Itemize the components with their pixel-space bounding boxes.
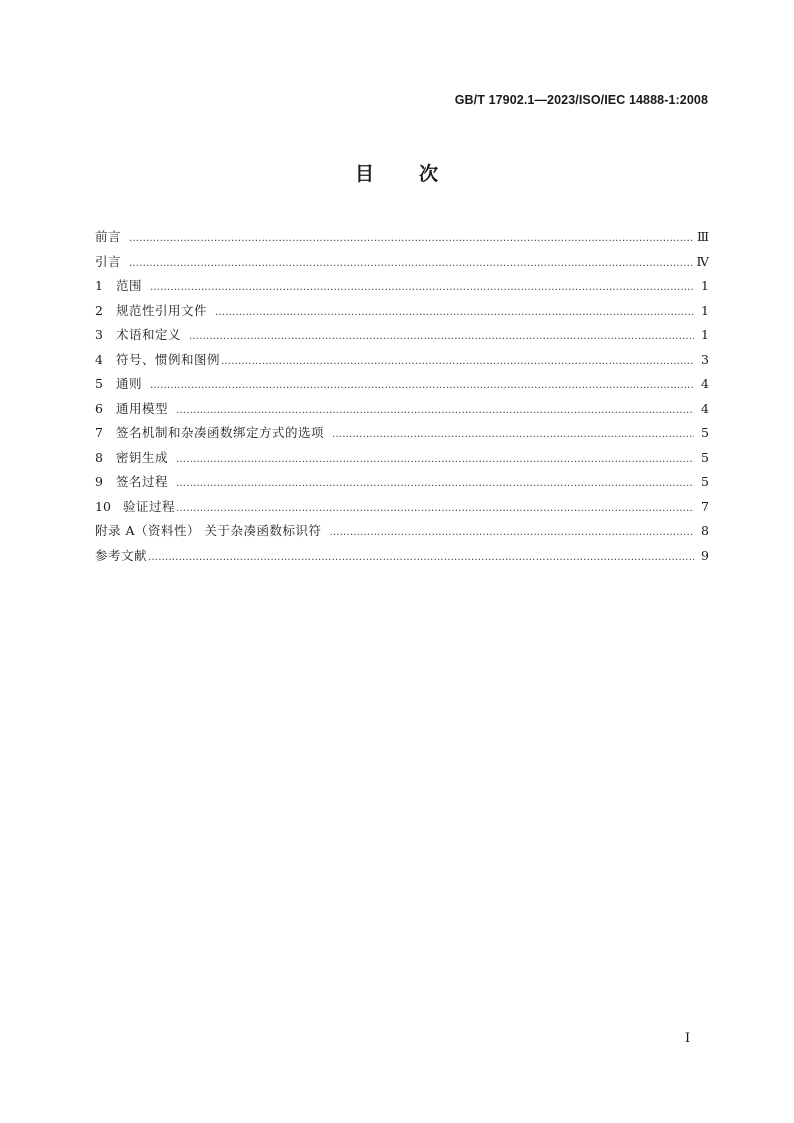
toc-number: 1 bbox=[95, 278, 103, 293]
toc-leader bbox=[150, 376, 694, 396]
toc-label: 符号、惯例和图例 bbox=[116, 351, 221, 367]
toc-leader bbox=[215, 303, 694, 323]
toc-number: 3 bbox=[95, 327, 103, 342]
toc-leader bbox=[148, 548, 694, 568]
toc-number: 2 bbox=[95, 302, 103, 318]
toc-number: 6 bbox=[95, 400, 103, 416]
toc-entry-introduction[interactable] bbox=[95, 252, 709, 277]
toc-entry-8[interactable] bbox=[95, 448, 709, 473]
toc-page-number: 3 bbox=[701, 351, 709, 367]
toc-entry-9[interactable] bbox=[95, 472, 709, 497]
toc-label: 术语和定义 bbox=[116, 327, 182, 342]
toc-page-number: 7 bbox=[701, 498, 709, 514]
toc-page-number: 5 bbox=[701, 425, 709, 440]
toc-entry-bibliography[interactable] bbox=[95, 546, 709, 571]
toc-leader bbox=[176, 450, 694, 470]
toc-leader bbox=[176, 401, 694, 421]
toc-entry-annex-a[interactable] bbox=[95, 521, 709, 546]
toc-entry-4[interactable] bbox=[95, 350, 709, 375]
toc-label: 验证过程 bbox=[123, 498, 176, 514]
toc-number: 10 bbox=[95, 498, 111, 514]
title-char-1: 目 bbox=[354, 163, 375, 185]
page-title bbox=[0, 160, 794, 188]
toc-page-number: 1 bbox=[701, 327, 709, 342]
toc-entry-3[interactable] bbox=[95, 325, 709, 350]
toc-page-number: 8 bbox=[701, 523, 709, 538]
toc-number: 9 bbox=[95, 474, 103, 489]
toc-entry-2[interactable] bbox=[95, 301, 709, 326]
toc-leader bbox=[176, 499, 694, 519]
toc-entry-6[interactable] bbox=[95, 399, 709, 424]
toc-page-number: 4 bbox=[701, 376, 709, 391]
toc-label: 引言 bbox=[95, 253, 122, 269]
toc-page-number: 9 bbox=[701, 547, 709, 563]
toc-page-number: 4 bbox=[701, 400, 709, 416]
toc-label: 规范性引用文件 bbox=[116, 302, 208, 318]
toc-leader bbox=[150, 278, 694, 298]
toc-page-number: Ⅲ bbox=[696, 229, 709, 244]
toc-leader bbox=[221, 352, 694, 372]
toc-label: 通用模型 bbox=[116, 400, 169, 416]
footer-page-number: I bbox=[685, 1031, 691, 1046]
toc-page-number: 5 bbox=[701, 449, 709, 465]
toc-leader bbox=[176, 474, 694, 494]
toc-label: 签名过程 bbox=[116, 474, 169, 489]
toc-label: 通则 bbox=[116, 376, 143, 391]
toc-number: 4 bbox=[95, 351, 103, 367]
toc-number: 7 bbox=[95, 425, 103, 440]
toc-leader bbox=[332, 425, 694, 445]
toc-leader bbox=[189, 327, 694, 347]
toc-entry-1[interactable] bbox=[95, 276, 709, 301]
toc-entry-10[interactable] bbox=[95, 497, 709, 522]
toc-label: 密钥生成 bbox=[116, 449, 169, 465]
toc-label: 附录 A（资料性） 关于杂凑函数标识符 bbox=[95, 523, 322, 538]
toc-entry-5[interactable] bbox=[95, 374, 709, 399]
toc-number: 8 bbox=[95, 449, 103, 465]
toc-leader bbox=[129, 254, 693, 274]
toc-page-number: 1 bbox=[701, 302, 709, 318]
toc-number: 5 bbox=[95, 376, 103, 391]
table-of-contents bbox=[95, 227, 709, 570]
toc-label: 范围 bbox=[116, 278, 143, 293]
toc-label: 前言 bbox=[95, 229, 122, 244]
toc-page-number: Ⅳ bbox=[696, 253, 709, 269]
toc-leader bbox=[129, 229, 694, 249]
toc-leader bbox=[329, 523, 694, 543]
toc-page-number: 5 bbox=[701, 474, 709, 489]
standard-code: GB/T 17902.1—2023/ISO/IEC 14888-1:2008 bbox=[454, 93, 708, 107]
toc-page-number: 1 bbox=[701, 278, 709, 293]
toc-entry-foreword[interactable] bbox=[95, 227, 709, 252]
title-char-2: 次 bbox=[419, 163, 440, 185]
toc-label: 签名机制和杂凑函数绑定方式的选项 bbox=[116, 425, 325, 440]
toc-label: 参考文献 bbox=[95, 547, 148, 563]
toc-entry-7[interactable] bbox=[95, 423, 709, 448]
